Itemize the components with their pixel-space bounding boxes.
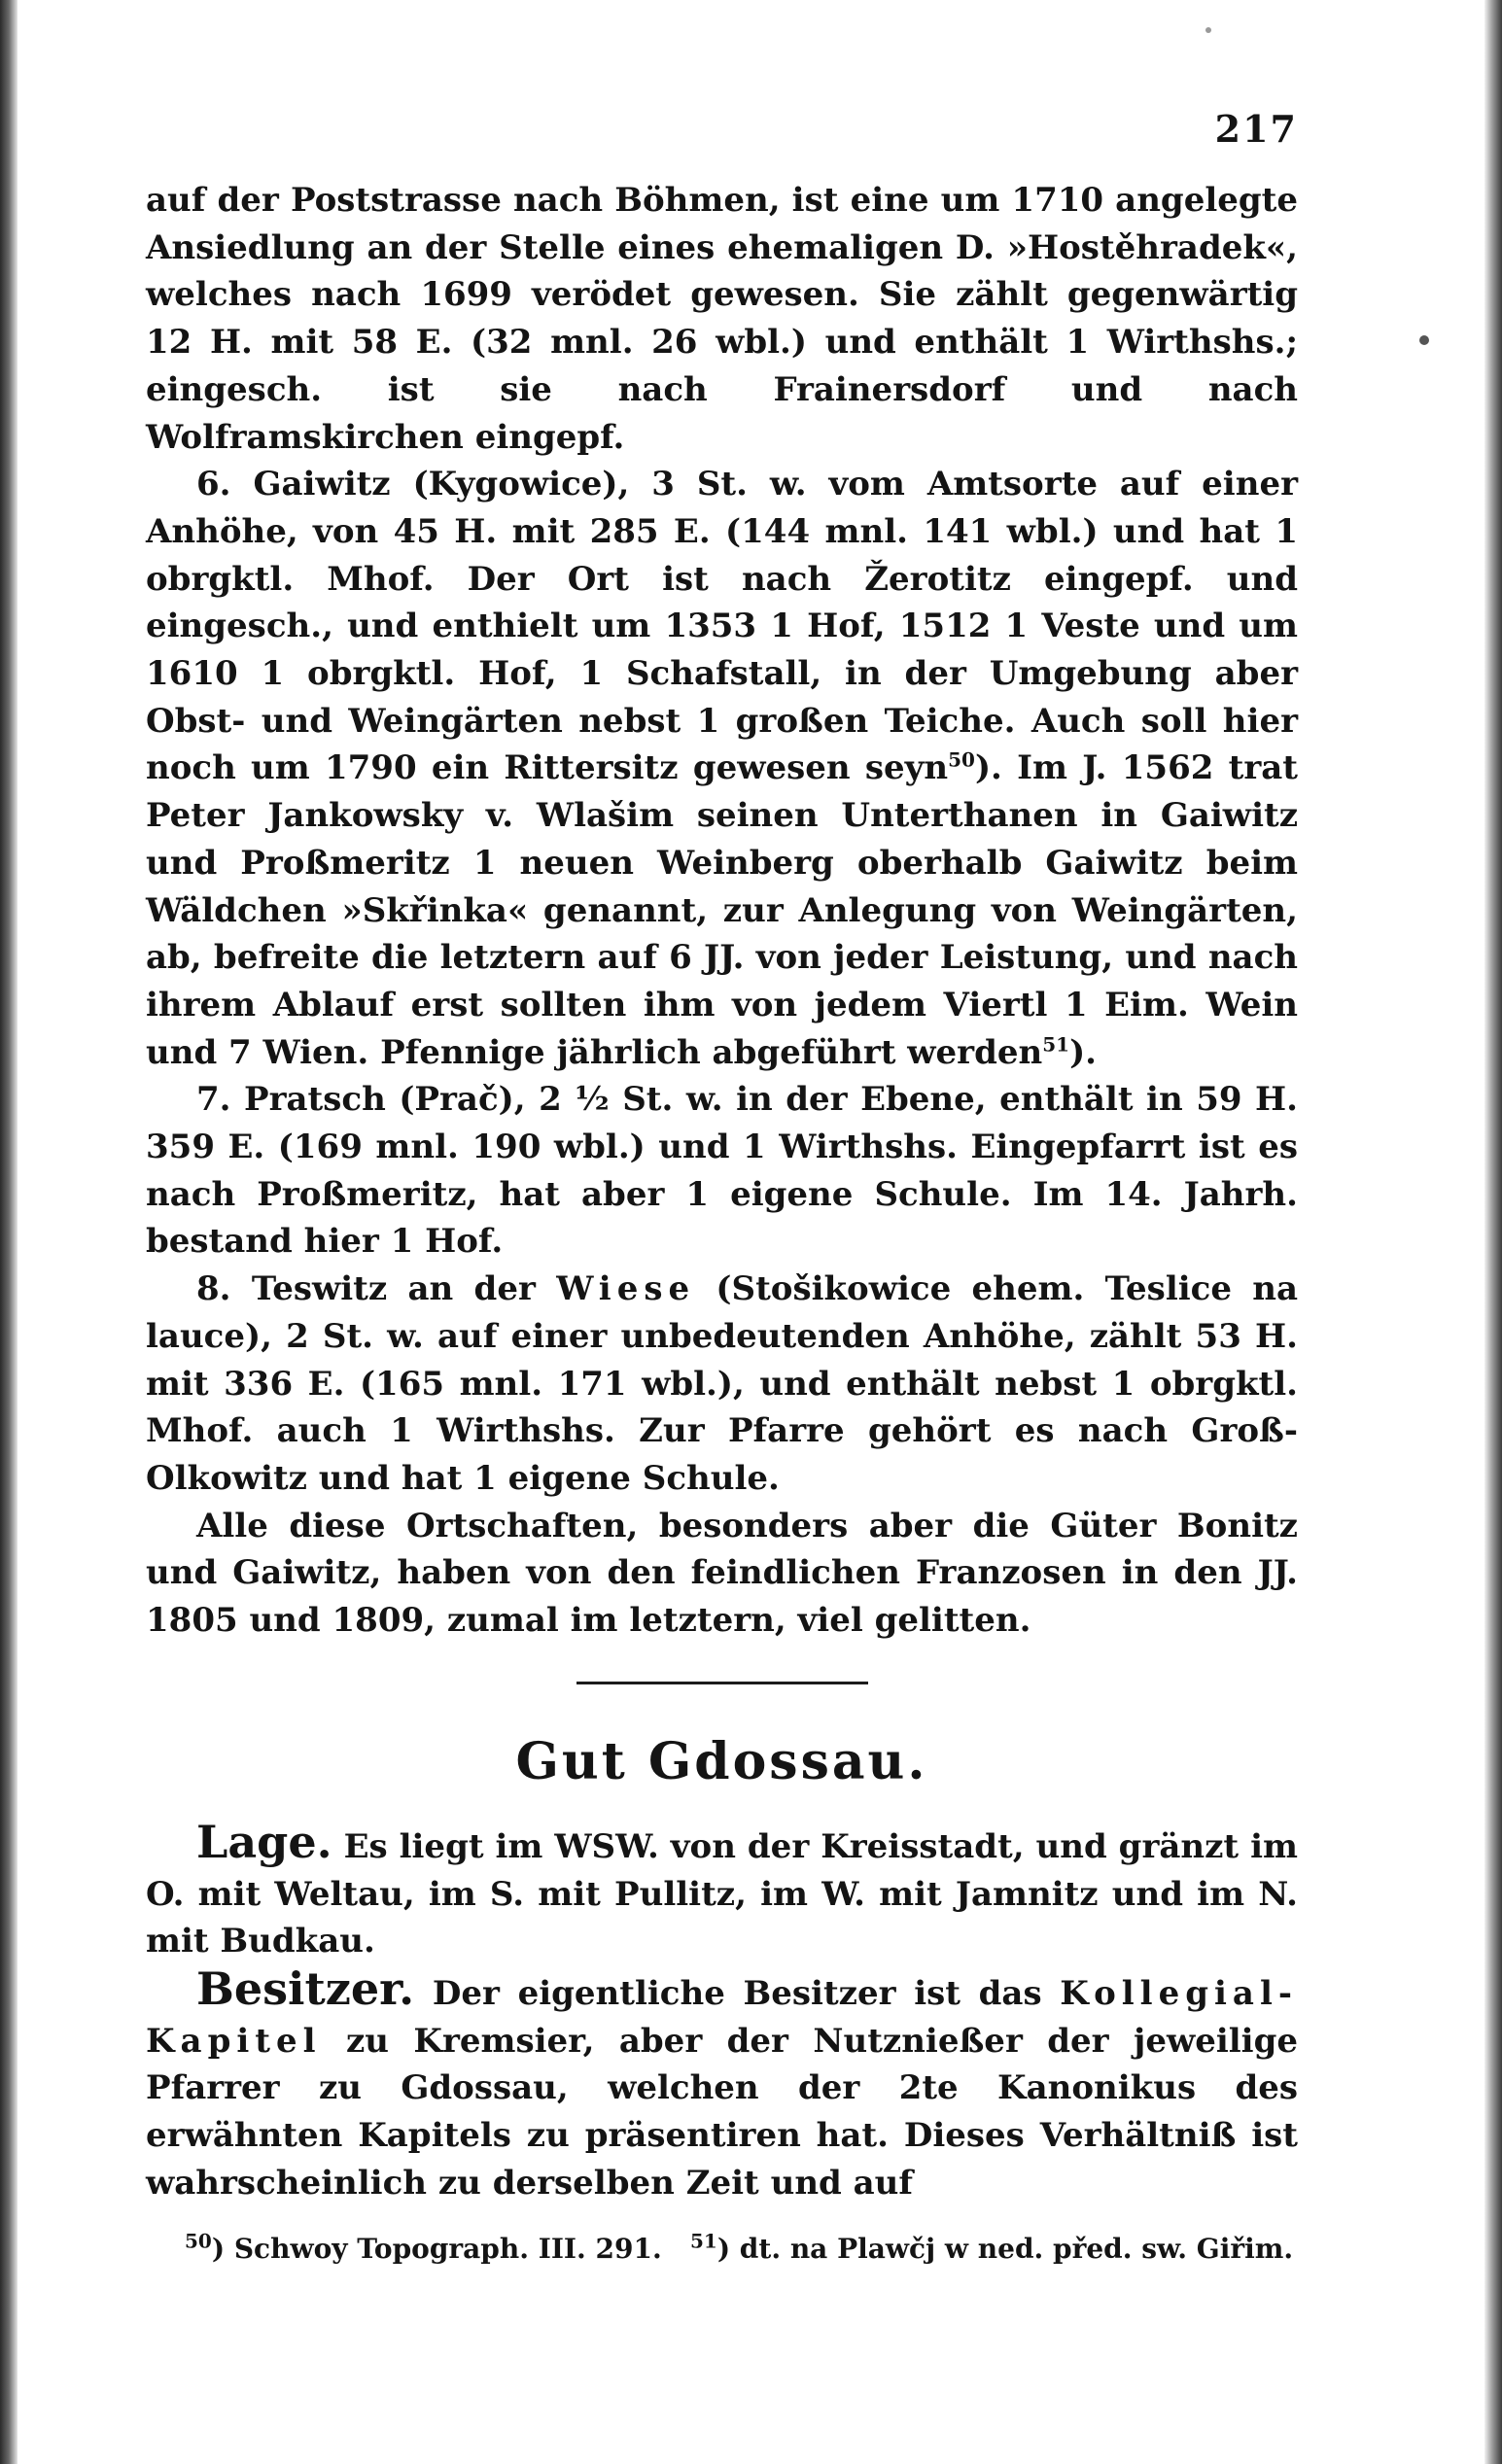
place-name-teswitz: Teswitz <box>251 1269 388 1309</box>
entry-text-cont: ). Im J. 1562 trat Peter Jankowsky v. Wlašim seinen Unterthanen in Gaiwitz und Proßmeritz 1 neuen Weinberg oberhalb Gaiwitz beim Wäldchen »Skřinka« genannt, zur Anlegung von Weingärten, ab, befreite die letztern auf 6 JJ. von jeder Leistung, und nach ihrem Ablauf erst sollten ihm von jedem Viertl 1 Eim. Wein und 7 Wien. Pfennige jährlich abgeführt werden <box>146 748 1298 1072</box>
paragraph-besitzer <box>146 1961 1299 2207</box>
paragraph-lage <box>146 1815 1298 1965</box>
left-page-edge-shadow <box>0 0 17 2464</box>
footnote-number-50: 50 <box>185 2230 212 2254</box>
paragraph-pratsch <box>146 1076 1298 1266</box>
footnote-number-51: 51 <box>689 2230 717 2254</box>
lage-text: Es liegt im WSW. von der Kreisstadt, und gränzt im O. mit Weltau, im S. mit Pullitz, im W. mit Jamnitz und im N. mit Budkau. <box>146 1826 1298 1961</box>
entry-number: 7. <box>196 1080 231 1120</box>
spaced-word-kollegial-kapitel: Kollegial-Kapitel <box>146 1973 1298 2061</box>
entry-connector: an der <box>407 1269 536 1309</box>
paragraph-gaiwitz <box>146 461 1298 1076</box>
book-page <box>146 107 1298 2269</box>
entry-text: (Prač), 2 ½ St. w. in der Ebene, enthält in 59 H. 359 E. (169 mnl. 190 wbl.) und 1 Wirthshs. Eingepfarrt ist es nach Proßmeritz, hat aber 1 eigene Schule. Im 14. Jahrh. bestand hier 1 Hof. <box>146 1080 1298 1262</box>
lead-word-lage: Lage. <box>196 1815 332 1868</box>
entry-text: (Stošikowice ehem. Teslice na lauce), 2 St. w. auf einer unbedeutenden Anhöhe, zählt 53 H. mit 336 E. (165 mnl. 171 wbl.), und enthält nebst 1 obrgktl. Mhof. auch 1 Wirthshs. Zur Pfarre gehört es nach Groß-Olkowitz und hat 1 eigene Schule. <box>146 1269 1299 1498</box>
entry-text-end: ). <box>1069 1032 1097 1072</box>
footnote-text-50: ) Schwoy Topograph. III. 291. <box>211 2233 662 2266</box>
lead-word-besitzer: Besitzer. <box>196 1961 415 2015</box>
besitzer-text: Der eigentliche Besitzer ist das <box>432 1973 1042 2013</box>
section-title: Gut Gdossau. <box>515 1731 928 1791</box>
dust-speck <box>1205 27 1211 33</box>
entry-number: 8. <box>196 1269 231 1309</box>
footnotes <box>146 2230 1298 2269</box>
page-number: 217 <box>1214 107 1298 151</box>
section-divider <box>576 1682 868 1684</box>
paragraph-teswitz <box>146 1266 1298 1503</box>
besitzer-text-cont: zu Kremsier, aber der Nutznießer der jeweilige Pfarrer zu Gdossau, welchen der 2te Kanonikus des erwähnten Kapitels zu präsentiren hat. Dieses Verhältniß ist wahrscheinlich zu derselben Zeit und auf <box>146 2021 1299 2203</box>
place-name-pratsch: Pratsch <box>244 1080 386 1120</box>
entry-number: 6. <box>196 465 231 504</box>
footnote-ref-50: 50 <box>948 748 975 773</box>
footnote-text-51: ) dt. na Plawčj w ned. před. sw. Giřim. <box>716 2233 1294 2266</box>
entry-text: (Kygowice), 3 St. w. vom Amtsorte auf einer Anhöhe, von 45 H. mit 285 E. (144 mnl. 141 wbl.) und hat 1 obrgktl. Mhof. Der Ort ist nach Žerotitz eingepf. und eingesch., und enthielt um 1353 1 Hof, 1512 1 Veste und um 1610 1 obrgktl. Hof, 1 Schafstall, in der Umgebung aber Obst- und Weingärten nebst 1 großen Teiche. Auch soll hier noch um 1790 ein Rittersitz gewesen seyn <box>146 465 1298 788</box>
paragraph-summary: Alle diese Ortschaften, besonders aber die Güter Bonitz und Gaiwitz, haben von den feindlichen Franzosen in den JJ. 1805 und 1809, zumal im letztern, viel gelitten. <box>146 1506 1298 1641</box>
place-name-gaiwitz: Gaiwitz <box>253 465 391 504</box>
spaced-word-wiese: Wiese <box>556 1269 696 1309</box>
paragraph-ansiedlung: auf der Poststrasse nach Böhmen, ist eine um 1710 angelegte Ansiedlung an der Stelle eines ehemaligen D. »Hostěhradek«, welches nach 1699 verödet gewesen. Sie zählt gegenwärtig 12 H. mit 58 E. (32 mnl. 26 wbl.) und enthält 1 Wirthshs.; eingesch. ist sie nach Frainersdorf und nach Wolframskirchen eingepf. <box>146 181 1298 457</box>
right-page-edge-shadow <box>1485 0 1502 2464</box>
footnote-ref-51: 51 <box>1042 1032 1070 1057</box>
dust-speck <box>1419 335 1429 345</box>
